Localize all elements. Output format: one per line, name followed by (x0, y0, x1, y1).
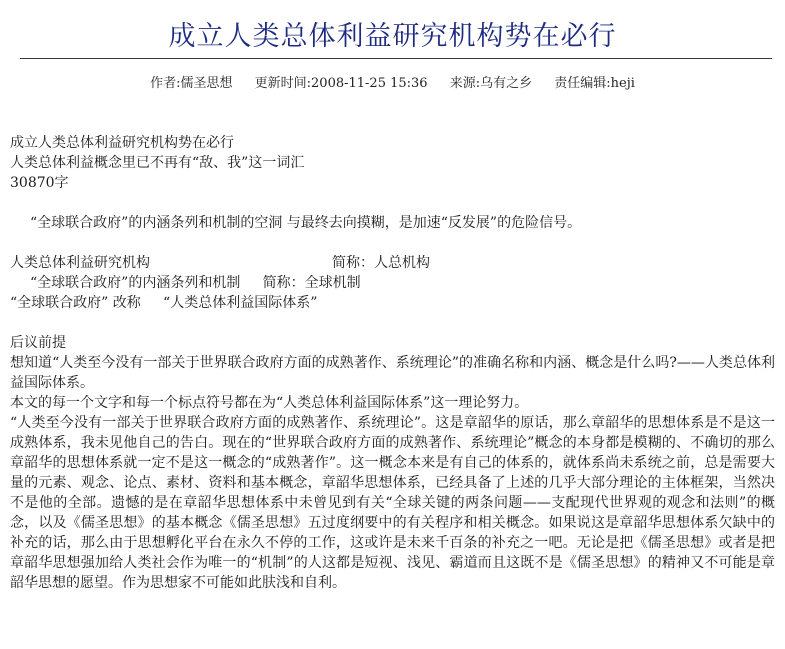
abbr-row (10, 273, 775, 293)
abbr-short-name: 简称：全球机制 (262, 275, 361, 291)
intro-line: 人类总体利益概念里已不再有“敌、我”这一词汇 (10, 155, 305, 171)
intro-line: 成立人类总体利益研究机构势在必行 (10, 135, 234, 151)
paragraph: 想知道“人类至今没有一部关于世界联合政府方面的成熟著作、系统理论”的准确名称和内涵、概念是什么吗?——人类总体利益国际体系。 (10, 355, 775, 391)
abbr-full-name: “全球联合政府”的内涵条列和机制 (30, 275, 241, 291)
abbr-full-name: “全球联合政府” 改称 (10, 295, 141, 311)
meta-author: 作者:儒圣思想 (150, 76, 233, 91)
paragraph: “人类至今没有一部关于世界联合政府方面的成熟著作、系统理论”。这是章韶华的原话，那么章韶华的思想体系是不是这一成熟体系，我未见他自己的告白。现在的“世界联合政府方面的成熟著作、系统理论”概念的本身都是模糊的、不确切的那么章韶华的思想体系就一定不是这一概念的“成熟著作”。这一概念本来是有自己的体系的，就体系尚未系统之前，总是需要大量的元素、观念、论点、素材、资料和基本概念，章韶华思想体系，已经具备了上述的几乎大部分理论的主体框架，当然决不是他的全部。遗憾的是在章韶华思想体系中未曾见到有关“全球关键的两条问题——支配现代世界观的观念和法则”的概念，以及《儒圣思想》的基本概念《儒圣思想》五过度纲要中的有关程序和相关概念。如果说这是章韶华思想体系欠缺中的补充的话，那么由于思想孵化平台在永久不停的工作，这或许是未来千百条的补充之一吧。无论是把《儒圣思想》或者是把章韶华思想强加给人类社会作为唯一的“机制”的人这都是短视、浅见、霸道而且这既不是《儒圣思想》的精神又不可能是章韶华思想的愿望。作为思想家不可能如此肤浅和自利。 (10, 415, 775, 591)
meta-source: 来源:乌有之乡 (449, 76, 533, 91)
meta-editor: 责任编辑:heji (554, 76, 635, 91)
abbr-short-name: “人类总体利益国际体系” (163, 295, 318, 311)
article-body (10, 133, 775, 593)
quote-line: “全球联合政府”的内涵条列和机制的空洞 与最终去向摸糊，是加速“反发展”的危险信号。 (30, 215, 582, 231)
paragraph: 本文的每一个文字和每一个标点符号都在为“人类总体利益国际体系”这一理论努力。 (10, 395, 529, 411)
abbr-row (10, 293, 775, 313)
title-divider (20, 58, 772, 59)
abbr-row (10, 253, 775, 273)
article-title: 成立人类总体利益研究机构势在必行 (168, 21, 617, 52)
abbr-full-name: 人类总体利益研究机构 (10, 255, 150, 271)
intro-word-count: 30870字 (10, 175, 69, 191)
section-heading: 后议前提 (10, 335, 66, 351)
meta-updated: 更新时间:2008-11-25 15:36 (254, 76, 428, 91)
article-meta (0, 72, 785, 91)
abbr-short-name: 简称：人总机构 (332, 255, 430, 271)
